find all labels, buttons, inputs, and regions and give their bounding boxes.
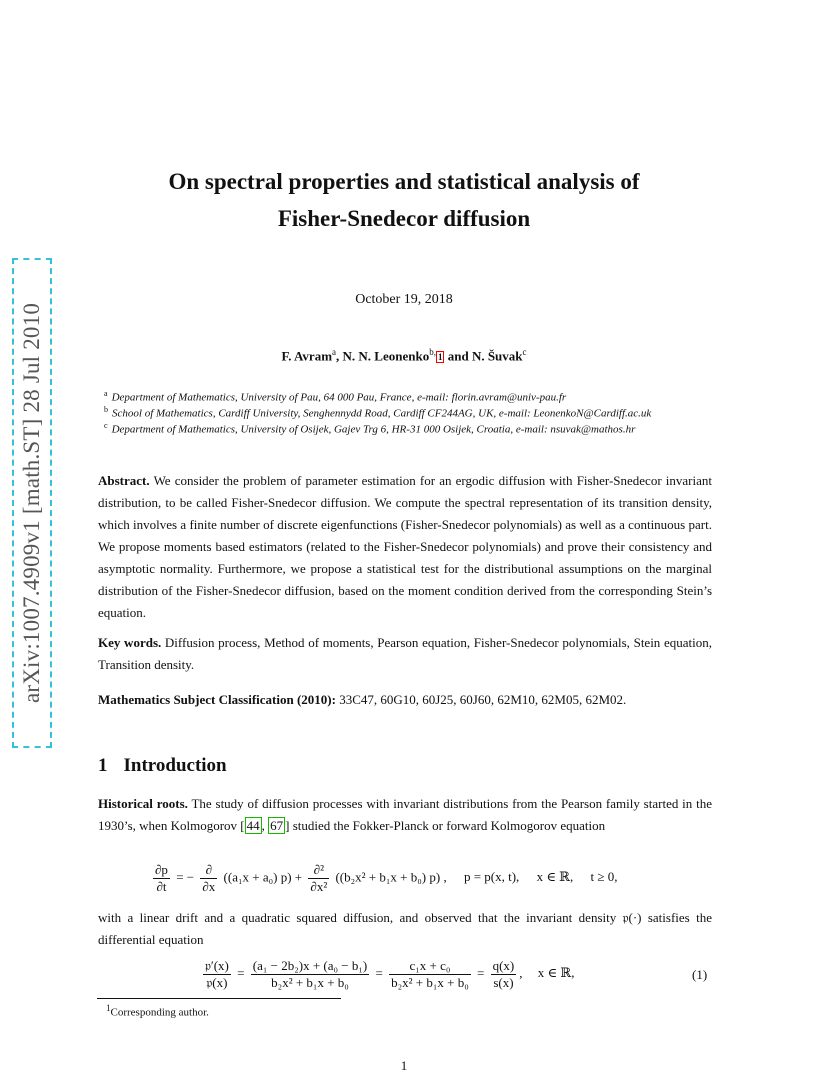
page-number: 1 (400, 1058, 408, 1073)
affiliation-c (104, 421, 635, 436)
denominator: 𝔭(x) (206, 975, 228, 990)
eq-sign: = − (176, 869, 195, 885)
affiliation-mark: c (104, 421, 108, 430)
affiliation-a (104, 389, 566, 404)
affiliation-text: School of Mathematics, Cardiff University, Senghennydd Road, Cardiff CF244AG, UK, e-mail: LeonenkoN@Cardiff.ac.uk (112, 407, 652, 420)
affiliation-mark: b (104, 405, 108, 414)
keywords-label: Key words. (98, 635, 162, 650)
author-2-affil: b, (429, 347, 436, 357)
denominator: b₂x² + b₁x + b₀ (391, 975, 469, 990)
numerator: c₁x + c₀ (389, 958, 471, 975)
arxiv-stamp-text: arXiv:1007.4909v1 [math.ST] 28 Jul 2010 (19, 302, 44, 704)
eq-condition: t ≥ 0, (590, 869, 618, 885)
numerator: q(x) (492, 958, 515, 973)
abstract (98, 470, 712, 624)
paper-title-line-2: Fisher-Snedecor diffusion (277, 206, 531, 231)
arxiv-stamp (12, 258, 52, 748)
paper-title-line-1: On spectral properties and statistical analysis of (168, 169, 640, 194)
paper-date: October 19, 2018 (355, 292, 453, 307)
affiliation-mark: a (104, 389, 108, 398)
author-2: N. N. Leonenko (342, 348, 430, 364)
abstract-label: Abstract. (98, 473, 150, 488)
section-title: Introduction (123, 755, 227, 776)
citation-link[interactable]: 67 (270, 818, 284, 833)
fraction (389, 958, 471, 991)
fraction (491, 958, 517, 991)
citation-link[interactable]: 44 (246, 818, 260, 833)
eq-condition: x ∈ ℝ, (537, 965, 575, 981)
numerator: ∂p (155, 862, 168, 877)
fraction (153, 862, 170, 895)
section-heading (98, 755, 227, 777)
footnote-text: Corresponding author. (110, 1006, 209, 1019)
historical-paragraph: Historical roots. The study of diffusion processes with invariant distributions from the Pearson family started in the 1930’s, when Kolmogorov [ 44 , 67 ] studied the Fokker-Planck or forward Kolmogorov equation (98, 796, 712, 833)
affiliation-b (104, 405, 651, 420)
numerator: 𝔭′(x) (205, 958, 229, 973)
msc-text: 33C47, 60G10, 60J25, 60J60, 62M10, 62M05, 62M02. (339, 692, 627, 707)
numerator: (a₁ − 2b₂)x + (a₀ − b₁) (252, 958, 368, 973)
fraction (308, 862, 329, 895)
numerator: ∂² (308, 862, 329, 879)
denominator: ∂x (202, 879, 216, 894)
eq-term: ((a₁x + a₀) p) + (223, 869, 303, 885)
msc-classification (98, 692, 712, 708)
abstract-text: We consider the problem of parameter estimation for an ergodic diffusion with Fisher-Snedecor invariant distribution, to be called Fisher-Snedecor diffusion. We compute the spectral representation of its transition density, which involves a finite number of discrete eigenfunctions (Fisher-Snedecor polynomials) as well as a continuous part. We propose moments based estimators (related to the Fisher-Snedecor polynomials) and prove their consistency and asymptotic normality. Furthermore, we propose a statistical test for the distributional assumptions on the marginal distribution of the Fisher-Snedecor diffusion, based on the moment condition derived from the corresponding Stein’s equation. (98, 473, 713, 620)
author-3-affil: c (522, 347, 527, 357)
fraction (251, 958, 369, 991)
author-3: N. Šuvak (471, 348, 523, 364)
denominator: s(x) (493, 975, 514, 990)
historical-text-a: The study of diffusion processes with invariant distributions from the Pearson family started in the 1930’s, when Kolmogorov (98, 796, 712, 833)
footnote (106, 1003, 209, 1019)
historical-label: Historical roots. (98, 796, 188, 811)
equation-1: $\frac{\text{𝔭′(x)}}{\text{𝔭(x)}}$ = $\frac{\text{(a₁ − 2b₂)x + (a₀ − b₁)}}{\text{b₂x² + b₁x + b₀}}$ = $\frac{\text{c₁x + c₀}}{\text{b₂x² + b₁x + b₀}}$ = $\frac{q(x)}{s(x)}$ , x ∈ ℝ, (205, 958, 575, 990)
keywords-text: Diffusion process, Method of moments, Pearson equation, Fisher-Snedecor polynomials, Stein equation, Transition density. (98, 635, 712, 672)
author-1: F. Avram (281, 348, 333, 364)
denominator: ∂t (156, 879, 167, 894)
equation-fokker-planck (150, 862, 618, 895)
fraction (203, 958, 231, 991)
denominator: b₂x² + b₁x + b₀ (271, 975, 349, 990)
author-line: F. Avram$^a$, N. N. Leonenko$^{b,}$1 and N. Šuvak$^c$ (281, 347, 527, 364)
footnote-link[interactable]: 1 (437, 352, 443, 363)
author-and: and (447, 348, 469, 364)
affiliation-text: Department of Mathematics, University of Osijek, Gajev Trg 6, HR-31 000 Osijek, Croatia, e-mail: nsuvak@mathos.hr (111, 423, 636, 436)
eq-term: ((b₂x² + b₁x + b₀) p) , (335, 869, 447, 885)
historical-text-b: studied the Fokker-Planck or forward Kolmogorov equation (292, 818, 606, 833)
footnote-mark: 1 (106, 1003, 111, 1013)
eq-condition: x ∈ ℝ, (536, 869, 574, 885)
paragraph-after-equation: with a linear drift and a quadratic squared diffusion, and observed that the invariant density 𝔭(·) satisfies the differential equation (98, 910, 712, 947)
fraction (200, 862, 217, 895)
denominator: ∂x² (310, 879, 328, 894)
keywords (98, 632, 712, 676)
numerator: ∂ (200, 862, 217, 879)
section-number: 1 (98, 755, 108, 776)
footnote-rule (97, 998, 341, 999)
msc-label: Mathematics Subject Classification (2010): (98, 692, 336, 707)
author-1-affil: a (332, 347, 337, 357)
eq-condition: p = p(x, t), (463, 869, 520, 885)
affiliation-text: Department of Mathematics, University of Pau, 64 000 Pau, France, e-mail: florin.avram@univ-pau.fr (111, 391, 567, 404)
equation-number: (1) (692, 967, 708, 982)
